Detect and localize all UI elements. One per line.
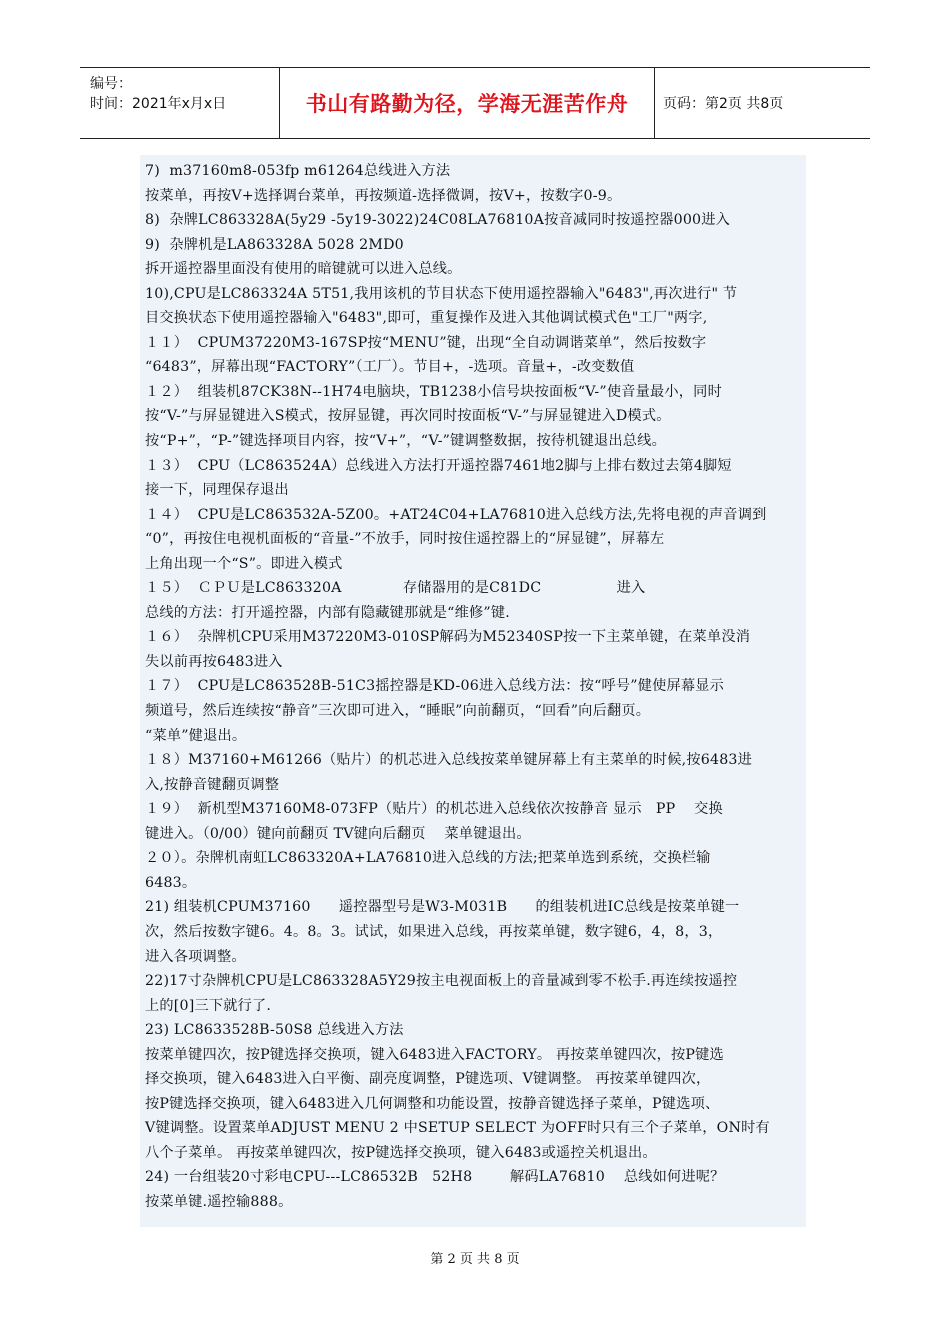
text-line: 21) 组装机CPUM37160 遥控器型号是W3-M031B 的组装机进IC总线是按菜单键一 [145,899,740,916]
text-line: 按菜单键.遥控输888。 [145,1193,293,1210]
motto: 书山有路勤为径，学海无涯苦作舟 [305,92,629,116]
text-line: １２） 组装机87CK38N--1H74电脑块，TB1238小信号块按面板“V-”使音量最小，同时 [145,383,722,400]
text-line: １９） 新机型M37160M8-073FP（贴片）的机芯进入总线依次按静音 显示 PP 交换 [145,801,723,818]
text-line: 22)17寸杂牌机CPU是LC863328A5Y29按主电视面板上的音量减到零不松手.再连续按遥控 [145,973,738,990]
text-line: 按“V-”与屏显键进入S模式，按屏显键，再次同时按面板“V-”与屏显键进入D模式。 [145,408,671,425]
text-line: １６） 杂牌机CPU采用M37220M3-010SP解码为M52340SP按一下主菜单键，在菜单没消 [145,629,751,646]
date-label: 时间：2021年x月x日 [90,96,227,112]
text-line: 频道号，然后连续按“静音”三次即可进入，“睡眠”向前翻页，“回看”向后翻页。 [145,703,651,720]
text-line: 7) m37160m8-053fp m61264总线进入方法 [145,163,451,179]
page-footer: 第 2 页 共 8 页 [430,1252,520,1267]
text-line: １７） CPU是LC863528B-51C3摇控器是KD-06进入总线方法：按“呼号”健使屏幕显示 [145,678,725,695]
text-line: １４） CPU是LC863532A-5Z00。+AT24C04+LA76810进入总线方法,先将电视的声音调到 [145,506,767,523]
text-line: “0”，再按住电视机面板的“音量-”不放手，同时按住遥控器上的“屏显键”，屏幕左 [145,531,665,548]
document-body [140,155,806,1227]
text-line: 9) 杂牌机是LA863328A 5028 2MD0 [145,236,404,253]
text-line: 失以前再按6483进入 [145,653,283,670]
text-line: “6483”，屏幕出现“FACTORY”（工厂）。节目+，-选项。音量+，-改变数值 [145,359,635,376]
text-line: 八个子菜单。 再按菜单键四次，按P键选择交换项，键入6483或遥控关机退出。 [145,1144,657,1161]
text-line: 拆开遥控器里面没有使用的暗键就可以进入总线。 [145,261,462,278]
text-line: 23) LC8633528B-50S8 总线进入方法 [145,1022,404,1039]
header-motto-cell [280,68,655,138]
text-line: １１） CPUM37220M3-167SP按“MENU”键，出现“全自动调谐菜单”，然后按数字 [145,334,707,351]
text-line: 按P键选择交换项，键入6483进入几何调整和功能设置，按静音键选择子菜单，P键选项、 [145,1095,720,1112]
text-line: 总线的方法：打开遥控器，内部有隐藏键那就是“维修”键. [145,604,510,621]
text-line: 择交换项，键入6483进入白平衡、副亮度调整，P键选项、V键调整。 再按菜单键四次， [145,1071,711,1088]
document-header [80,67,870,139]
code-label: 编号： [90,76,132,92]
text-line: ２０）。杂牌机南虹LC863320A+LA76810进入总线的方法;把菜单选到系统，交换栏输 [145,850,711,867]
header-page-cell [655,68,870,138]
text-line: V键调整。设置菜单ADJUST MENU 2 中SETUP SELECT 为OFF时只有三个子菜单，ON时有 [145,1120,770,1137]
text-line: 键进入。（0/00）键向前翻页 TV键向后翻页 菜单键退出。 [145,825,531,842]
text-line: 上角出现一个“S”。即进入模式 [145,555,343,572]
header-meta [80,68,280,138]
text-line: １８）M37160+M61266（贴片）的机芯进入总线按菜单键屏幕上有主菜单的时候,按6483进 [145,752,753,769]
text-line: 入,按静音键翻页调整 [145,776,280,793]
page-label: 页码：第2页 共8页 [663,96,784,112]
text-line: １３） CPU（LC863524A）总线进入方法打开遥控器7461地2脚与上排右数过去第4脚短 [145,457,732,474]
text-line: 6483。 [145,874,197,891]
text-line: １５） ＣＰＵ是LC863320A 存储器用的是C81DC 进入 [145,580,646,597]
text-line: 目交换状态下使用遥控器输入"6483",即可，重复操作及进入其他调试模式色"工厂"两字, [145,310,708,327]
text-line: 次，然后按数字键6。4。8。3。试试，如果进入总线，再按菜单键，数字键6，4，8，3， [145,923,723,940]
text-line: 24) 一台组装20寸彩电CPU---LC86532B 52H8 解码LA76810 总线如何进呢？ [145,1169,725,1186]
text-line: “菜单”健退出。 [145,727,247,744]
text-line: 上的[0]三下就行了. [145,997,272,1014]
text-line: 按“P+”，“P-”键选择项目内容，按“V+”，“V-”键调整数据，按待机键退出总线。 [145,433,666,450]
text-line: 8) 杂牌LC863328A(5y29 -5y19-3022)24C08LA76810A按音减同时按遥控器000进入 [145,212,731,229]
text-line: 接一下，同理保存退出 [145,482,289,499]
text-line: 10),CPU是LC863324A 5T51,我用该机的节目状态下使用遥控器输入"6483",再次进行" 节 [145,285,738,302]
text-line: 按菜单键四次，按P键选择交换项，键入6483进入FACTORY。 再按菜单键四次，按P键选 [145,1046,724,1063]
text-line: 按菜单，再按V+选择调台菜单，再按频道-选择微调，按V+，按数字0-9。 [145,187,622,204]
text-line: 进入各项调整。 [145,948,246,965]
